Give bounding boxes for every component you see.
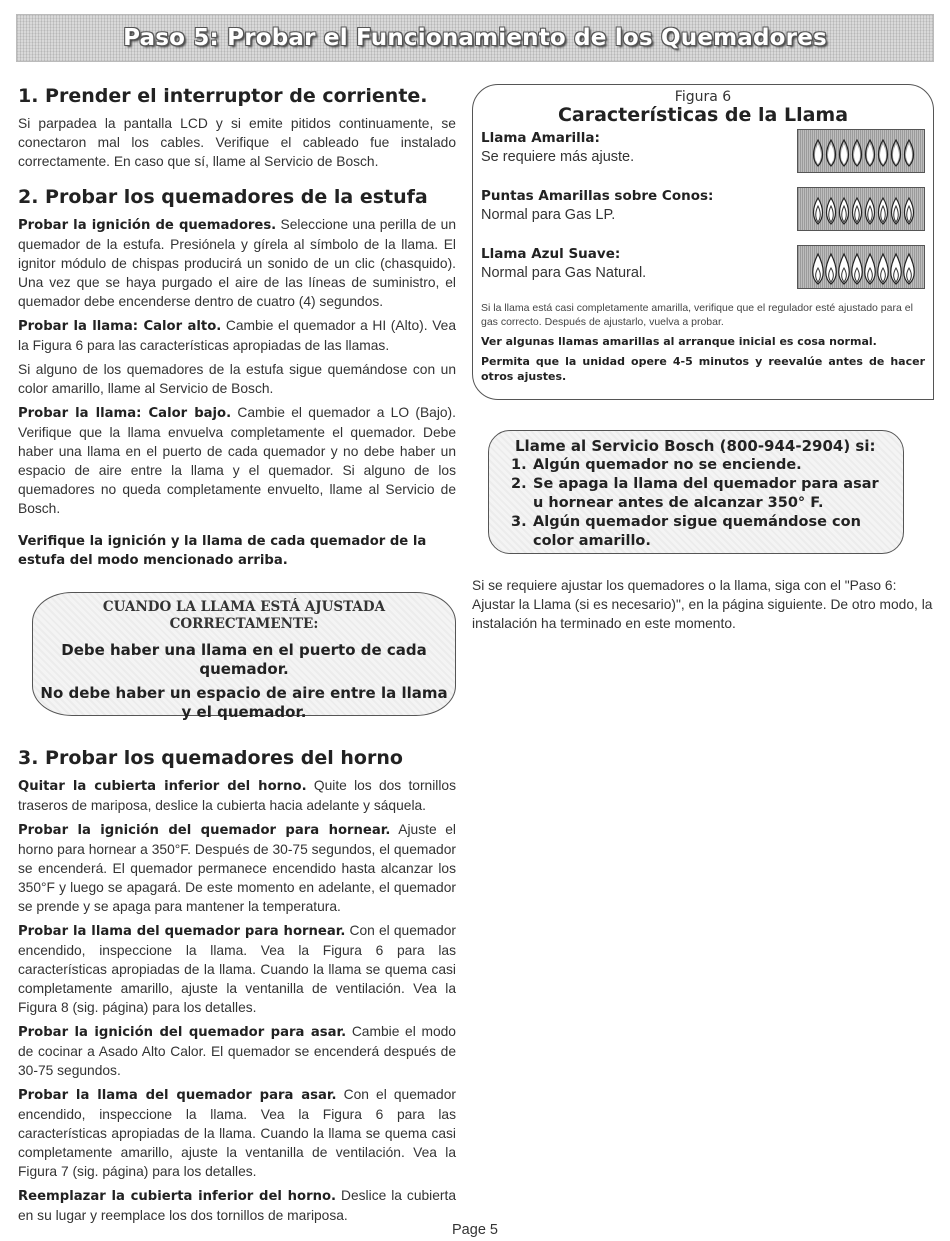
paragraph-lead: Quitar la cubierta inferior del horno. bbox=[18, 779, 307, 794]
wait-note: Permita que la unidad opere 4-5 minutos y reevalúe antes de hacer otros ajustes. bbox=[481, 355, 925, 383]
list-item bbox=[511, 513, 893, 551]
callout-title-line2: CORRECTAMENTE: bbox=[169, 616, 319, 632]
list-number: 3. bbox=[511, 514, 527, 530]
figure-title: Características de la Llama bbox=[557, 104, 849, 126]
yellow-start-note: Ver algunas llamas amarillas al arranque inicial es cosa normal. bbox=[481, 335, 877, 348]
paragraph bbox=[18, 316, 456, 355]
page-number: Page 5 bbox=[452, 1222, 498, 1238]
section-heading: 3. Probar los quemadores del horno bbox=[18, 747, 403, 769]
right-column bbox=[472, 84, 934, 638]
flame-row-yellow-tips bbox=[481, 187, 925, 243]
flame-label: Llama Azul Suave: bbox=[481, 246, 621, 262]
paragraph-lead: Probar la llama: Calor bajo. bbox=[18, 406, 232, 421]
paragraph bbox=[18, 921, 456, 1017]
paragraph bbox=[18, 776, 456, 815]
flame-drawing bbox=[798, 130, 926, 174]
blue-flame-icon bbox=[797, 245, 925, 289]
paragraph-lead: Probar la ignición del quemador para asar. bbox=[18, 1025, 347, 1040]
list-item bbox=[511, 456, 893, 475]
regulator-note: Si la llama está casi completamente amarilla, verifique que el regulador esté ajustado para el gas correcto. Después de ajustarlo, vuelva a probar. bbox=[481, 302, 913, 328]
list-text: Algún quemador no se enciende. bbox=[533, 457, 802, 473]
yellow-tips-flame-icon bbox=[797, 187, 925, 231]
list-item bbox=[511, 475, 893, 513]
paragraph-text: Con el quemador encendido, inspeccione la llama. Vea la Figura 6 para las características apropiadas de la llama. Cuando la llama se quema casi completamente amarillo, ajuste la ventanilla de ventilación. Vea la Figura 8 (sig. página) para los detalles. bbox=[18, 923, 456, 1015]
list-number: 1. bbox=[511, 457, 527, 473]
paragraph bbox=[18, 820, 456, 916]
callout-body-2: No debe haber un espacio de aire entre la llama y el quemador. bbox=[40, 684, 448, 721]
section-oven bbox=[18, 746, 456, 1225]
bosch-service-callout bbox=[488, 430, 904, 554]
paragraph-lead: Probar la ignición del quemador para hornear. bbox=[18, 823, 391, 838]
flame-drawing bbox=[798, 246, 926, 290]
section-power bbox=[18, 84, 456, 171]
paragraph-text: Con el quemador encendido, inspeccione la llama. Vea la Figura 6 para las características apropiadas de la llama. Cuando la llama se quema casi completamente amarillo, ajuste la ventanilla de ventilación. Vea la Figura 7 (sig. página) para los detalles. bbox=[18, 1087, 456, 1179]
flame-desc: Normal para Gas LP. bbox=[481, 207, 616, 223]
flame-row-soft-blue bbox=[481, 245, 925, 301]
paragraph-text: Cambie el quemador a LO (Bajo). Verifique que la llama envuelva completamente el quemador. Debe haber una llama en el puerto de cada quemador y no debe haber un espacio de aire entre la llama y el quemador. Si alguno de los quemadores no queda completamente envuelto, llame al Servicio de Bosch. bbox=[18, 405, 456, 516]
list-text: Algún quemador sigue quemándose con color amarillo. bbox=[533, 514, 861, 549]
paragraph bbox=[18, 215, 456, 311]
paragraph bbox=[18, 1186, 456, 1225]
flame-label: Llama Amarilla: bbox=[481, 130, 600, 146]
list-number: 2. bbox=[511, 476, 527, 492]
paragraph-text: Ajuste el horno para hornear a 350°F. Después de 30-75 segundos, el quemador se encenderá. El quemador permanece encendido hasta alcanzar los 350°F y luego se apagará. De este momento en adelante, el quemador se prende y se apaga para mantener la temperatura. bbox=[18, 822, 456, 914]
flame-desc: Se requiere más ajuste. bbox=[481, 149, 635, 165]
paragraph bbox=[18, 1022, 456, 1080]
paragraph-text: Quite los dos tornillos traseros de mariposa, deslice la cubierta hacia adelante y sáquela. bbox=[18, 778, 456, 813]
verify-text: Verifique la ignición y la llama de cada quemador de la estufa del modo mencionado arriba. bbox=[18, 534, 427, 568]
paragraph-text: Deslice la cubierta en su lugar y reemplace los dos tornillos de mariposa. bbox=[18, 1188, 457, 1223]
closing-section bbox=[472, 576, 934, 633]
paragraph-text: Seleccione una perilla de un quemador de la estufa. Presiónela y gírela al símbolo de la llama. El ignitor módulo de chispas producirá un sonido de un clic (chasquido). Una vez que se haya purgado el aire de las líneas de suministro, el quemador debe encenderse dentro de cuatro (4) segundos. bbox=[18, 217, 456, 309]
flame-desc: Normal para Gas Natural. bbox=[481, 265, 647, 281]
flame-row-yellow bbox=[481, 129, 925, 185]
paragraph-lead: Probar la llama del quemador para asar. bbox=[18, 1088, 337, 1103]
paragraph-lead: Probar la llama: Calor alto. bbox=[18, 319, 222, 334]
callout-body-1: Debe haber una llama en el puerto de cada quemador. bbox=[61, 641, 427, 678]
section-heading: 1. Prender el interruptor de corriente. bbox=[18, 85, 428, 107]
paragraph-lead: Probar la llama del quemador para hornear. bbox=[18, 924, 346, 939]
paragraph-text: Si alguno de los quemadores de la estufa sigue quemándose con un color amarillo, llame al Servicio de Bosch. bbox=[18, 362, 456, 396]
paragraph bbox=[18, 1085, 456, 1181]
left-column bbox=[18, 84, 456, 1230]
page-title: Paso 5: Probar el Funcionamiento de los Quemadores bbox=[123, 25, 827, 51]
paragraph bbox=[18, 403, 456, 518]
paragraph-lead: Reemplazar la cubierta inferior del horno. bbox=[18, 1189, 337, 1204]
paragraph-lead: Probar la ignición de quemadores. bbox=[18, 218, 277, 233]
section-heading: 2. Probar los quemadores de la estufa bbox=[18, 186, 428, 208]
service-title: Llame al Servicio Bosch (800-944-2904) si: bbox=[515, 437, 876, 455]
figure-number: Figura 6 bbox=[674, 89, 732, 105]
flame-label: Puntas Amarillas sobre Conos: bbox=[481, 188, 714, 204]
list-text: Se apaga la llama del quemador para asar u hornear antes de alcanzar 350° F. bbox=[533, 476, 879, 511]
page-banner bbox=[16, 14, 934, 62]
flame-drawing bbox=[798, 188, 926, 232]
paragraph-text: Cambie el quemador a HI (Alto). Vea la Figura 6 para las características apropiadas de las llamas. bbox=[18, 318, 456, 353]
yellow-flame-icon bbox=[797, 129, 925, 173]
callout-title-line1: CUANDO LA LLAMA ESTÁ AJUSTADA bbox=[102, 599, 386, 615]
figure-6 bbox=[472, 84, 934, 400]
service-list bbox=[511, 456, 893, 551]
closing-text: Si se requiere ajustar los quemadores o la llama, siga con el "Paso 6: Ajustar la Llama (si es necesario)", en la página siguiente. De otro modo, la instalación ha terminado en este momento. bbox=[472, 578, 933, 631]
section-cooktop bbox=[18, 185, 456, 570]
flame-adjusted-callout bbox=[32, 592, 456, 721]
paragraph-text: Cambie el modo de cocinar a Asado Alto Calor. El quemador se encenderá después de 30-75 segundos. bbox=[18, 1024, 456, 1078]
paragraph bbox=[18, 360, 456, 398]
section-text: Si parpadea la pantalla LCD y si emite pitidos continuamente, se conectaron mal los cables. Verifique el cableado fue instalado correctamente. En caso que sí, llame al Servicio de Bosch. bbox=[18, 116, 456, 169]
